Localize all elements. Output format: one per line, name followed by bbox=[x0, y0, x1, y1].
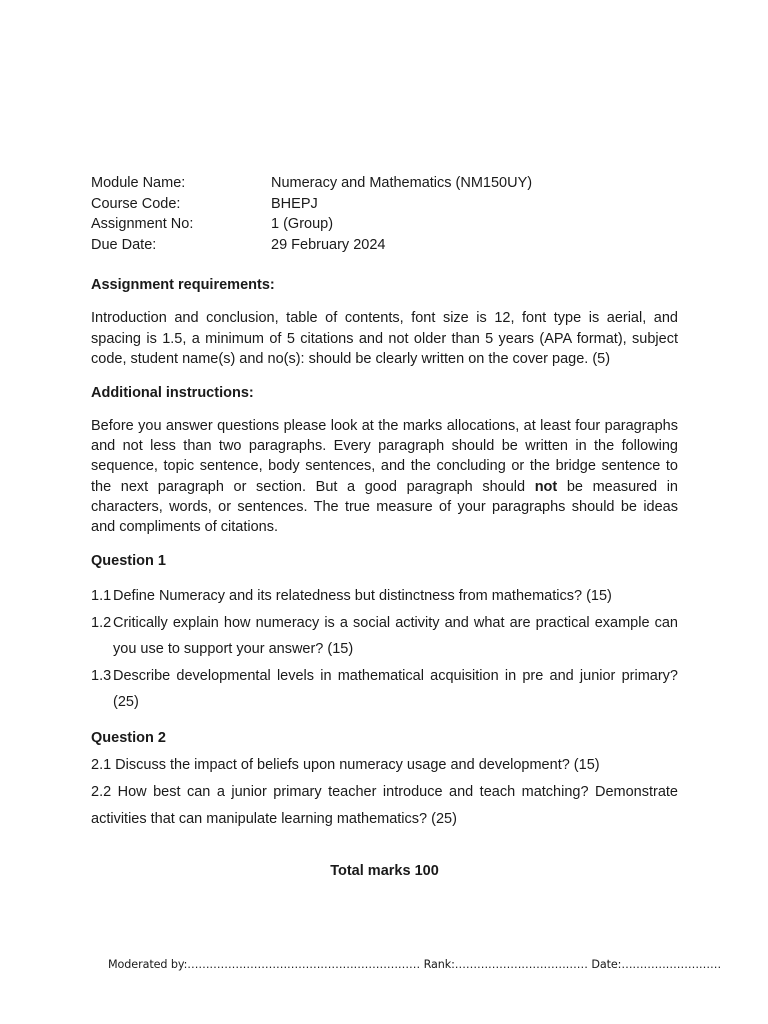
question-text: Critically explain how numeracy is a social activity and what are practical example can you use to support your answer? (15) bbox=[113, 614, 678, 658]
question-item bbox=[91, 610, 678, 663]
moderated-by-field: Moderated by:……………………………………………………… bbox=[108, 958, 421, 971]
rank-field: Rank:……………………………… bbox=[423, 958, 588, 971]
moderation-footer bbox=[108, 958, 722, 971]
question-item bbox=[91, 663, 678, 716]
requirements-heading: Assignment requirements: bbox=[91, 277, 275, 294]
additional-text-bold: not bbox=[534, 478, 558, 495]
question-text: Describe developmental levels in mathematical acquisition in pre and junior primary? (25) bbox=[113, 667, 678, 711]
additional-text-before: Before you answer questions please look at the marks allocations, at least four paragraphs and not less than two paragraphs. Every paragraph should be written in the following sequence, topic sentence, body sentences, and the concluding or the bridge sentence to the next paragraph or section. But a good paragraph should bbox=[91, 417, 678, 495]
question2-heading: Question 2 bbox=[91, 729, 166, 746]
module-info bbox=[91, 173, 678, 255]
due-date-value: 29 February 2024 bbox=[271, 236, 386, 253]
additional-text bbox=[91, 416, 678, 537]
question-item: 2.1 Discuss the impact of beliefs upon numeracy usage and development? (15) bbox=[91, 756, 600, 773]
question1-heading: Question 1 bbox=[91, 553, 166, 570]
question-number: 1.1 bbox=[91, 588, 112, 605]
course-code-value: BHEPJ bbox=[271, 195, 318, 212]
module-name-label: Module Name: bbox=[91, 175, 186, 191]
requirements-text: Introduction and conclusion, table of contents, font size is 12, font type is aerial, and spacing is 1.5, a minimum of 5 citations and not older than 5 years (APA format), subject code, student name(s) and no(s): should be clearly written on the cover page. (5) bbox=[91, 310, 678, 367]
question-text: Define Numeracy and its relatedness but distinctness from mathematics? (15) bbox=[113, 588, 612, 605]
assignment-page bbox=[91, 173, 678, 881]
question-item bbox=[91, 583, 678, 610]
additional-text-after: be measured in characters, words, or sentences. The true measure of your paragraphs should be ideas and compliments of citations. bbox=[91, 478, 678, 535]
module-name-value: Numeracy and Mathematics (NM150UY) bbox=[271, 175, 533, 191]
additional-heading: Additional instructions: bbox=[91, 384, 254, 401]
assignment-no-value: 1 (Group) bbox=[271, 216, 334, 233]
question-number: 1.2 bbox=[91, 614, 112, 631]
question-number: 1.3 bbox=[91, 667, 112, 684]
question-item: 2.2 How best can a junior primary teacher introduce and teach matching? Demonstrate activities that can manipulate learning mathematics? (25) bbox=[91, 783, 678, 827]
question2-list bbox=[91, 752, 678, 833]
question1-list bbox=[91, 583, 678, 716]
assignment-no-label: Assignment No: bbox=[91, 216, 194, 233]
date-field: Date:……………………… bbox=[591, 958, 722, 971]
due-date-label: Due Date: bbox=[91, 236, 157, 253]
total-marks: Total marks 100 bbox=[330, 862, 439, 879]
course-code-label: Course Code: bbox=[91, 195, 181, 212]
